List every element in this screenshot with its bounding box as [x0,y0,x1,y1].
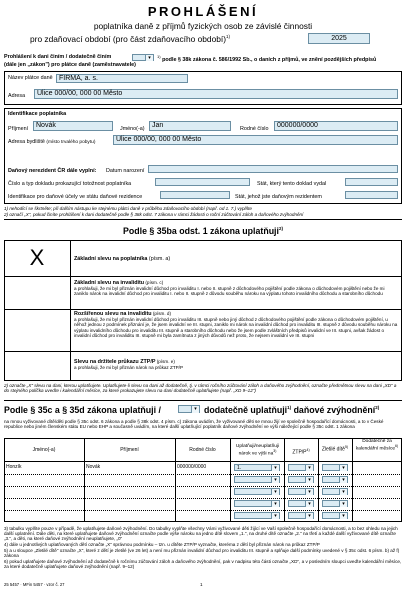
section2-footnote-5: 5) a u sloupce „Zletilé dítě" označte „X", které z dětí je zletilé (ve 26 let) a není mu přiznán invalidní důchod pro invaliditu III. stupně a splňuje další podmínky uvedené v § 35c odst. 6 písm. b) až f) zákona [4,548,400,559]
disability-credit-text [74,280,399,297]
footnote-ref: 1) [226,34,231,40]
footnote-2: 2) označí „X", pokud činíte prohlášení k dani dodatečně podle § 38k odst. 7 zákona v rámci žádosti o roční zúčtování záloh a daňového zvýhodnění [4,212,304,217]
tax-id-field[interactable] [160,191,230,199]
children-row-divider [4,486,402,487]
col-header-claim-text: Uplatňuji/neuplatňuji nárok ve výši na [235,444,280,457]
birthno-label: Rodné číslo [240,126,269,132]
col-header-adult-text: Zletilé dítě [321,446,345,453]
chevron-down-icon: ▾ [305,513,313,519]
child-ztpp-select[interactable] [288,464,314,471]
chevron-down-icon: ▾ [339,465,347,471]
extended-disability-credit-text [74,311,399,338]
chevron-down-icon: ▾ [145,55,153,61]
child-adult-select[interactable] [322,512,348,519]
issuing-state-field[interactable] [345,178,398,186]
year-value: 2025 [331,35,347,42]
payer-name-label: Název plátce daně [8,75,53,81]
taxpayer-address-value: Ulice 000/00, 000 00 Město [116,136,202,143]
payer-name-field[interactable] [56,74,188,83]
chevron-down-icon: ▾ [271,489,279,495]
chevron-down-icon: ▾ [339,477,347,483]
footnote-ref: 2) [278,226,283,232]
child-adult-select[interactable] [322,488,348,495]
firstname-value: Jan [152,122,164,129]
section1-footnote: 2) označte „X" slevu na dani, kterou uplatňujete. Uplatňujete-li slevu na dani až dodatečně, tj. v rámci ročního zúčtování záloh a daňového zvýhodnění, označte předmětnou slevu na dani „XD" a do stejného políčka uveďte i kalendářní měsíce, za které prokazujete slevu na dani dodatečně uplatňujete (např. „XD 9–12") [4,383,397,394]
col-header-surname: Příjmení [120,447,139,453]
section2-title-rest [204,405,379,415]
residence-state-label: Stát, jehož jste daňovým rezidentem [235,194,322,200]
col-header-firstname: Jméno(-a) [32,447,56,453]
chevron-down-icon: ▾ [271,513,279,519]
section2-footnote-6: 6) pokud uplatňujete daňové zvýhodnění až dodatečně k ročnímu zúčtování záloh a daňového zvýhodnění, pak v nadpisu této části označte „XD", a v posledním sloupci uveďte kalendářní měsíce, za které dodatečně uplatňujete daňové zvýhodnění (např. 9–12) [4,559,402,570]
form-code: 25 5457 · MFin 5457 · vzor č. 27 [4,582,65,587]
child-ztpp-select[interactable] [288,476,314,483]
taxpayer-section-label: Identifikace poplatníka [8,111,67,117]
section2-title [4,405,161,415]
ztpp-credit-title: Slevu na držitele průkazu ZTP/P [74,359,156,365]
basic-credit-ref: (písm. a) [148,256,171,262]
birthno-value: 000000/0000 [277,122,318,129]
child-adult-select[interactable] [322,476,348,483]
chevron-down-icon: ▾ [191,406,199,413]
payer-name-value: FIRMA, a. s. [59,75,98,82]
section2-type-select[interactable] [178,405,200,413]
disability-credit-ref: (písm. c) [145,280,164,285]
section2-title-c: daňové zvýhodnění [293,405,376,415]
footnote-ref: 1) [157,54,161,59]
col-header-months [353,439,401,452]
col-header-ztpp-text: ZTP/P [292,449,307,456]
ztpp-credit-checkbox[interactable] [5,352,69,380]
disability-credit-body: a prohlašuji, že mi byl přiznán invalidní důchod pro invaliditu I. nebo II. stupně z důchodového pojištění podle zákona o důchodovém pojištění nebo že mi zaniklo nárok na invalidní důchod pro invaliditu I. nebo II. stupně z důvodu souběhu nároku na výplatu tohoto invalidního důchodu a starobního důchodu [74,286,385,297]
dob-label: Datum narození [106,168,145,174]
extended-disability-credit-ref: (písm. d) [152,311,171,316]
children-row-divider [4,474,402,475]
id-document-label: Číslo a typ dokladu prokazující totožnost poplatníka [8,181,132,187]
section2-intro: na mnou vyživované dítě/děti podle § 35c odst. 6 zákona a podle § 38k odst. 4 písm. c) zákona uvádím, že vyživované děti se mnou žijí ve společně hospodařící domácnosti, a to v České republice nebo jiném členském státu EU nebo EHP a současně uvádím, na které další uplatňující poplatník daňové zvýhodnění ve výši náležející podle § 35c odst. 1 zákona [4,419,384,430]
child-adult-select[interactable] [322,464,348,471]
child-firstname[interactable]: Honzík [6,464,22,470]
taxpayer-address-field[interactable] [113,135,398,145]
basic-credit-title: Základní slevu na poplatníka [74,256,148,262]
section2-title-a: Podle § 35c a § 35d zákona uplatňuji / [4,405,161,415]
footnote-ref: 1) [287,405,292,411]
child-claim-select[interactable] [234,500,280,507]
dob-field[interactable] [148,165,398,173]
page-number: 1 [200,582,203,587]
chevron-down-icon: ▾ [271,465,279,471]
declaration-type-select[interactable] [132,54,154,61]
chevron-down-icon: ▾ [339,489,347,495]
declaration-text-b-wrap [157,54,405,63]
col-header-adult [318,444,352,453]
basic-credit-checkbox[interactable] [5,241,69,275]
surname-field[interactable] [33,121,113,131]
chevron-down-icon: ▾ [271,477,279,483]
section1-col-divider [70,240,71,381]
col-header-months-text: Dodatečně za kalendářní měsíce [355,439,396,452]
id-document-field[interactable] [155,178,250,186]
disability-credit-title: Základní slevu na invaliditu [74,280,145,286]
declaration-text-a: Prohlášení k dani činím / dodatečně činím [4,54,112,60]
col-header-birthno: Rodné číslo [189,447,216,453]
chevron-down-icon: ▾ [305,477,313,483]
taxpayer-address-label [8,139,95,145]
payer-address-value: Ulice 000/00, 000 00 Město [37,90,123,97]
chevron-down-icon: ▾ [339,513,347,519]
footnote-ref: 5) [344,445,349,449]
section1-title [0,226,406,236]
children-row-divider [4,498,402,499]
child-adult-select[interactable] [322,500,348,507]
chevron-down-icon: ▾ [339,501,347,507]
children-table-header-divider [4,461,402,462]
col-header-ztpp [284,447,318,456]
section2-footnote-3: 3) tabulku vyplňte pouze v případě, že uplatňujete daňové zvýhodnění. Do tabulky vyplňte všechny Vámi vyživované děti žijící ve Vaší společně hospodařící domácnosti, a to bez ohledu na jejich další uplatnění. Dále děti, na které uplatňujete daňové zvýhodnění označte podle výše nároku na jedno dítě slovem „1.", na druhé dítě označte „2." na třetí a každé další vyživované dítě označte „3.", a děti, na které daňové zvýhodnění neuplatňujete, „0" [4,526,398,542]
ztpp-credit-text [74,359,399,370]
ztpp-credit-body: a prohlašuji, že mi byl přiznán nárok na průkaz ZTP/P [74,365,184,371]
extended-disability-credit-title: Rozšířenou slevu na invaliditu [74,311,152,317]
divider [4,400,402,401]
residence-state-field[interactable] [345,191,398,199]
section2-footnote-4: 4) dále u jednotlivých uplatňovaných dětí označte „X" správnou podmínku – tzn. u dítěte ZTP/P vyznačte, kteréma z dětí byl přiznán nárok na průkaz ZTP/P [4,542,320,547]
issuing-state-label: Stát, který tento doklad vydal [257,181,327,187]
section2-title-b: dodatečně uplatňuji [204,405,288,415]
footnote-ref: 2) [375,405,380,411]
basic-credit-text [74,256,399,262]
taxpayer-address-hint: (místo trvalého pobytu) [46,140,96,145]
disability-credit-checkbox[interactable] [5,277,69,308]
firstname-label: Jméno(-a) [120,126,145,132]
child-claim-select[interactable] [234,476,280,483]
children-row-divider [4,510,402,511]
child-claim-value: 1. [237,465,242,471]
divider [4,219,402,220]
declaration-text-b: podle § 38k zákona č. 586/1992 Sb., o daních z příjmů, ve znění pozdějších předpisů [162,56,377,63]
chevron-down-icon: ▾ [305,489,313,495]
tax-id-label: Identifikace pro daňové účely ve státu daňové rezidence [8,194,143,200]
child-claim-select[interactable] [234,512,280,519]
page-subtitle-1: poplatníka daně z příjmů fyzických osob ze závislé činnosti [93,21,313,31]
footnote-ref: 6) [395,444,399,449]
nonresident-label: Daňový nerezident ČR dále vyplní: [8,168,97,174]
section1-title-text: Podle § 35ba odst. 1 zákona uplatňuji [123,226,279,236]
child-claim-select[interactable] [234,464,280,471]
ztpp-credit-ref: (písm. e) [156,359,175,364]
surname-label: Příjmení [8,126,29,132]
page-title: PROHLÁŠENÍ [147,4,259,19]
firstname-field[interactable] [149,121,231,131]
chevron-down-icon: ▾ [305,501,313,507]
taxpayer-address-label-text: Adresa bydliště [8,139,45,145]
chevron-down-icon: ▾ [305,465,313,471]
birthno-field[interactable] [274,121,398,131]
col-header-claim [231,444,284,457]
footnote-1: 1) nehodící se škrtněte; při dalším nástupu ke stejnému plátci daně v průběhu zdaňovacího období (např. od 1. 7.) vyplňte [4,206,252,211]
footnote-ref: 4) [306,448,310,452]
child-ztpp-select[interactable] [288,512,314,519]
period-label: pro zdaňovací období (pro část zdaňovacího období) [30,34,227,44]
child-ztpp-select[interactable] [288,488,314,495]
surname-value: Novák [36,122,56,129]
child-birthno[interactable]: 000000/0000 [177,464,207,470]
footnote-ref: 3) [273,449,277,454]
declaration-text-c: (dále jen „zákon") pro plátce daně (zaměstnavatele) [4,62,136,68]
year-field[interactable] [308,33,370,44]
child-claim-select[interactable] [234,488,280,495]
extended-disability-credit-checkbox[interactable] [5,310,69,350]
chevron-down-icon: ▾ [271,501,279,507]
child-ztpp-select[interactable] [288,500,314,507]
extended-disability-credit-body: a prohlašuji, že mi byl přiznán invalidní důchod pro invaliditu III. stupně nebo jiný důchod z důchodového pojištění podle zákona o důchodovém pojištění, u něhož jednou z podmínek přiznání je, že jsem invalidní ve III. stupni, zaniklo mi nárok na invalidní důchod pro invaliditu III. stupně z důvodu souběhu nároku na výplatu invalidního důchodu pro invaliditu III. stupně a starobního důchodu nebo že jsem podle zvláštních předpisů invalidní ve III. stupni, avšak žádost o invalidní důchod pro invaliditu III. stupně mi byla zamítnuta z jiných důvodů než proto, že nejsem invalidní ve III. stupni [74,317,398,338]
basic-credit-mark: X [29,245,45,270]
child-surname[interactable]: Novák [86,464,101,470]
payer-address-label: Adresa [8,93,26,99]
page-subtitle-2 [30,34,230,44]
payer-address-field[interactable] [34,89,398,99]
